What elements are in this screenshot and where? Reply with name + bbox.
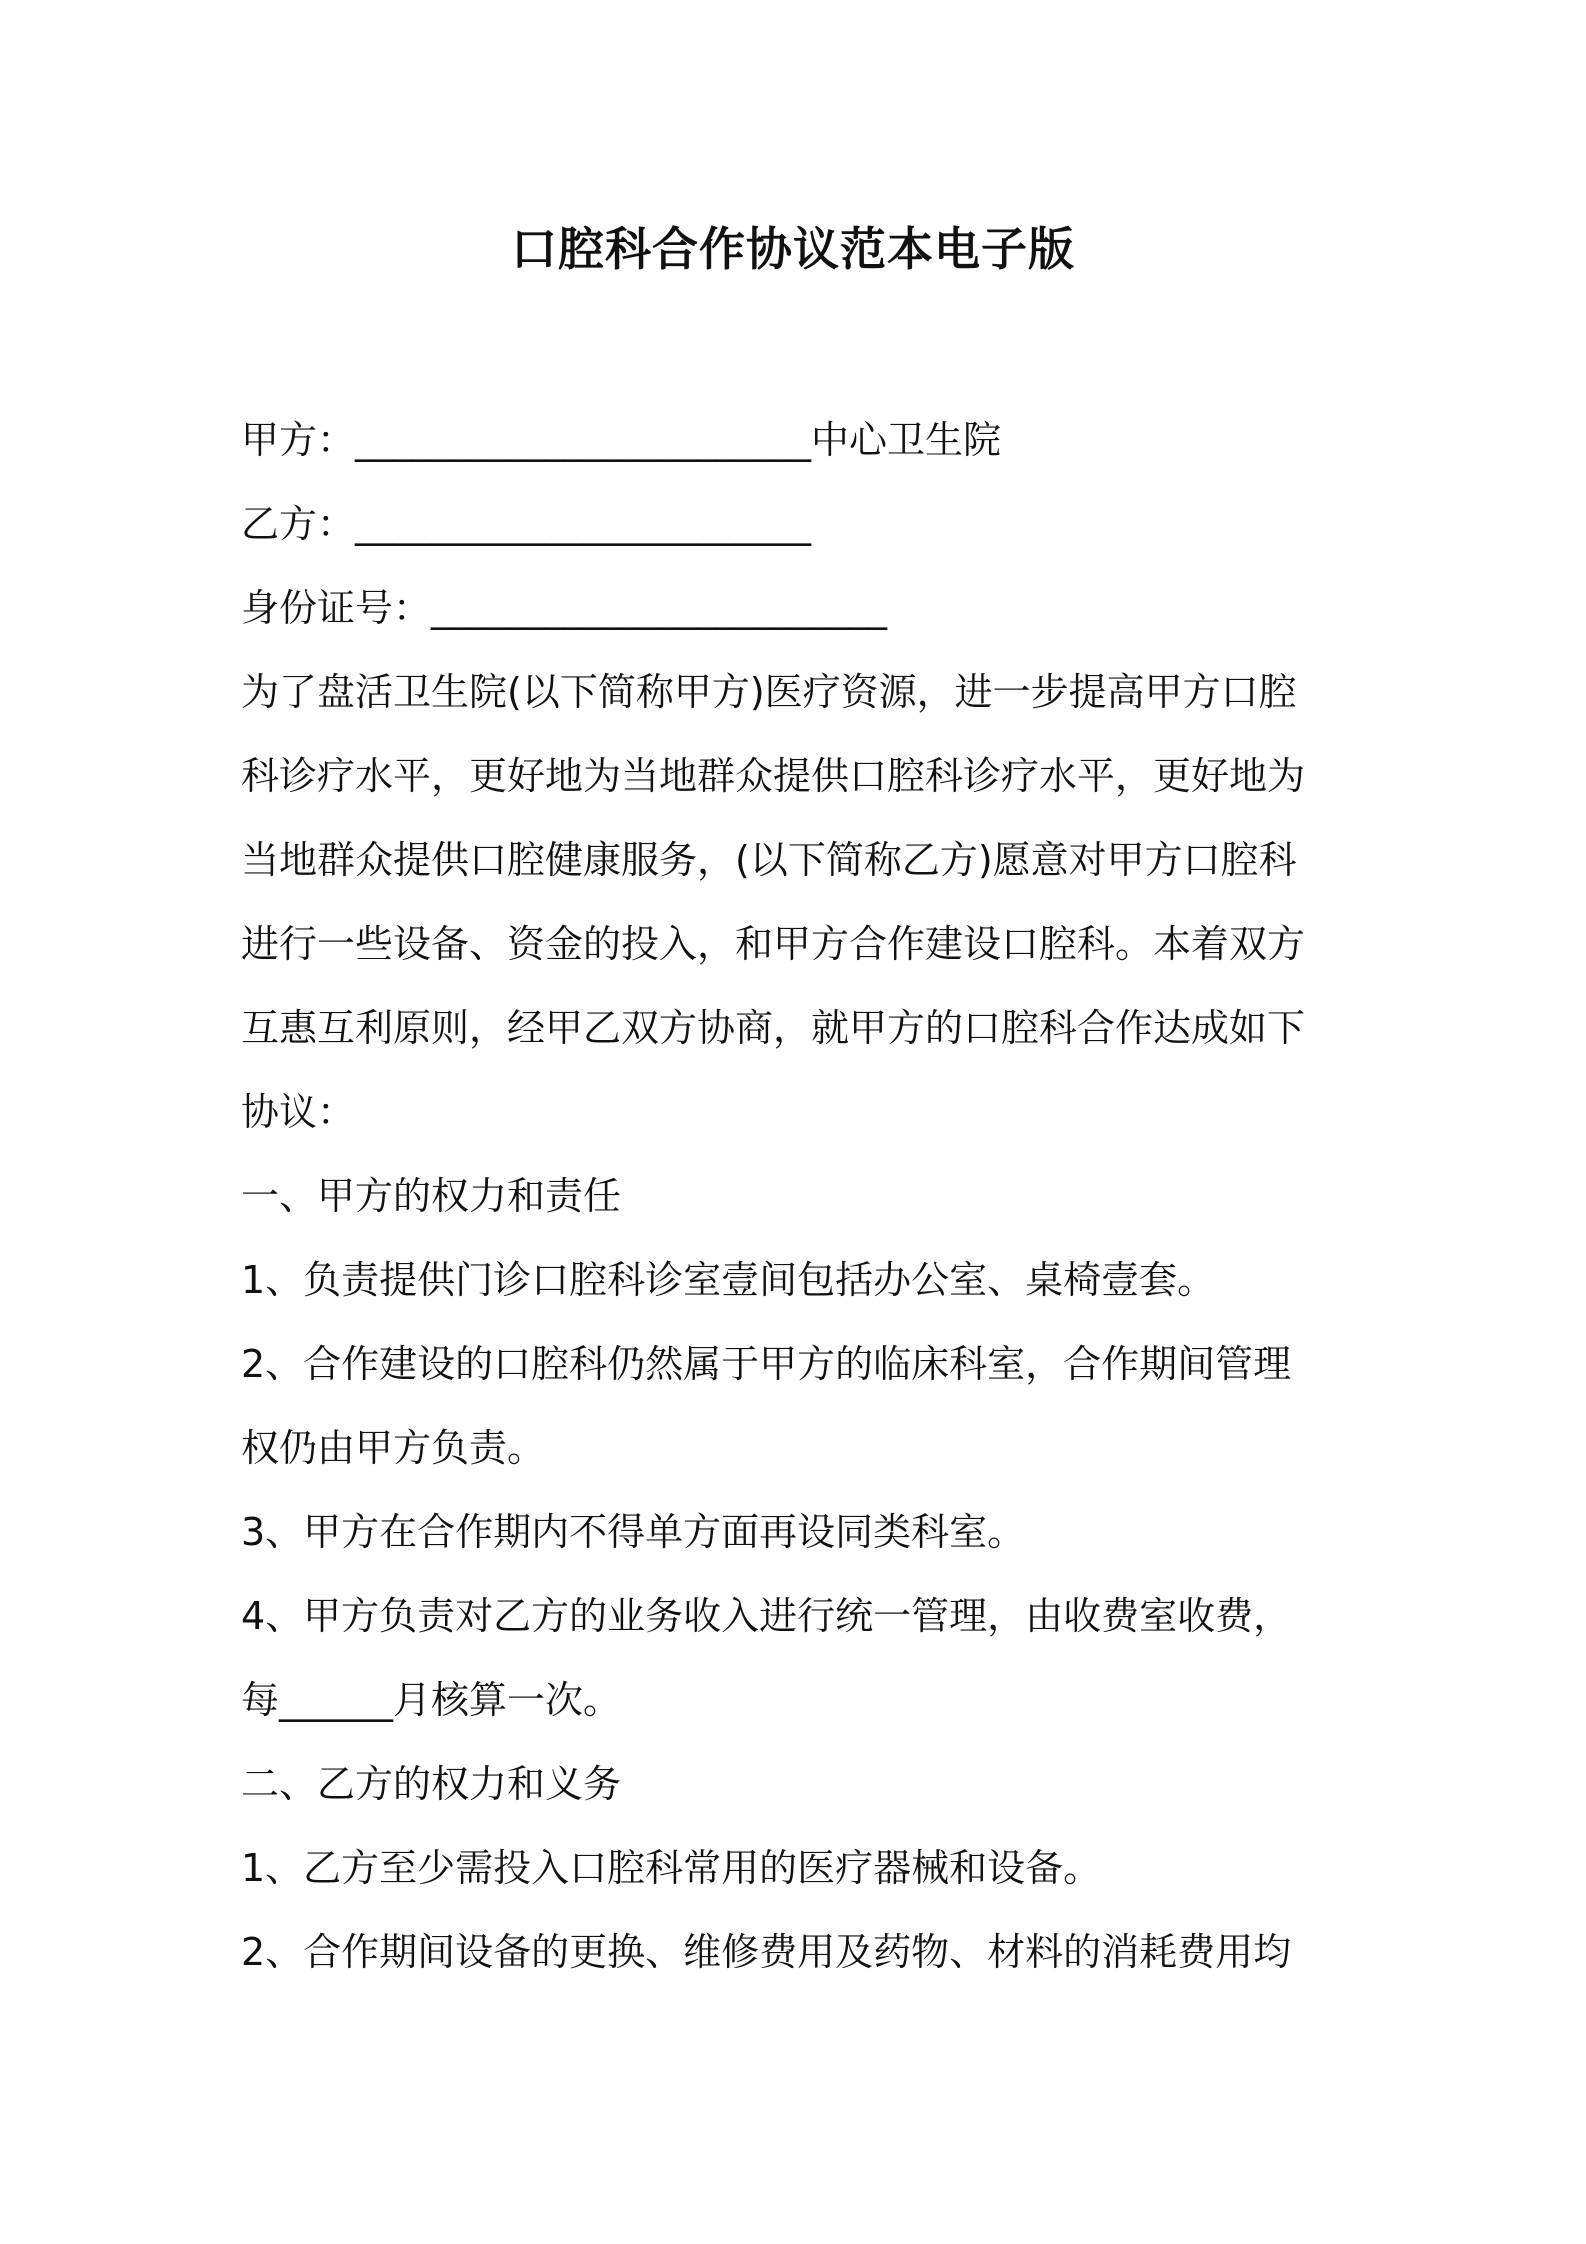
document-title: 口腔科合作协议范本电子版	[511, 222, 1075, 276]
section-1-heading: 一、甲方的权力和责任	[241, 1174, 622, 1218]
section-1-item-3: 3、甲方在合作期内不得单方面再设同类科室。	[241, 1510, 1026, 1554]
intro-line: 互惠互利原则，经甲乙双方协商，就甲方的口腔科合作达成如下	[241, 1006, 1306, 1050]
intro-line: 为了盘活卫生院(以下简称甲方)医疗资源，进一步提高甲方口腔	[241, 670, 1297, 714]
intro-line: 科诊疗水平，更好地为当地群众提供口腔科诊疗水平，更好地为	[241, 754, 1306, 798]
section-1-item-2: 2、合作建设的口腔科仍然属于甲方的临床科室，合作期间管理	[241, 1342, 1292, 1386]
section-2-heading: 二、乙方的权力和义务	[241, 1762, 622, 1806]
section-1-item-2-cont: 权仍由甲方负责。	[241, 1426, 546, 1470]
section-1-item-4-cont: 每______月核算一次。	[241, 1678, 622, 1722]
party-b-line: 乙方：________________________	[241, 502, 812, 546]
section-2-item-2: 2、合作期间设备的更换、维修费用及药物、材料的消耗费用均	[241, 1930, 1292, 1974]
document-body	[241, 398, 1361, 1994]
party-a-line: 甲方：________________________中心卫生院	[241, 418, 1002, 462]
intro-line: 协议：	[241, 1090, 356, 1134]
section-1-item-4: 4、甲方负责对乙方的业务收入进行统一管理，由收费室收费，	[241, 1594, 1292, 1638]
section-2-item-1: 1、乙方至少需投入口腔科常用的医疗器械和设备。	[241, 1846, 1102, 1890]
intro-line: 进行一些设备、资金的投入，和甲方合作建设口腔科。本着双方	[241, 922, 1306, 966]
id-number-line: 身份证号：________________________	[241, 586, 888, 630]
intro-paragraph	[241, 650, 1361, 1154]
intro-line: 当地群众提供口腔健康服务，(以下简称乙方)愿意对甲方口腔科	[241, 838, 1297, 882]
section-1-item-1: 1、负责提供门诊口腔科诊室壹间包括办公室、桌椅壹套。	[241, 1258, 1216, 1302]
